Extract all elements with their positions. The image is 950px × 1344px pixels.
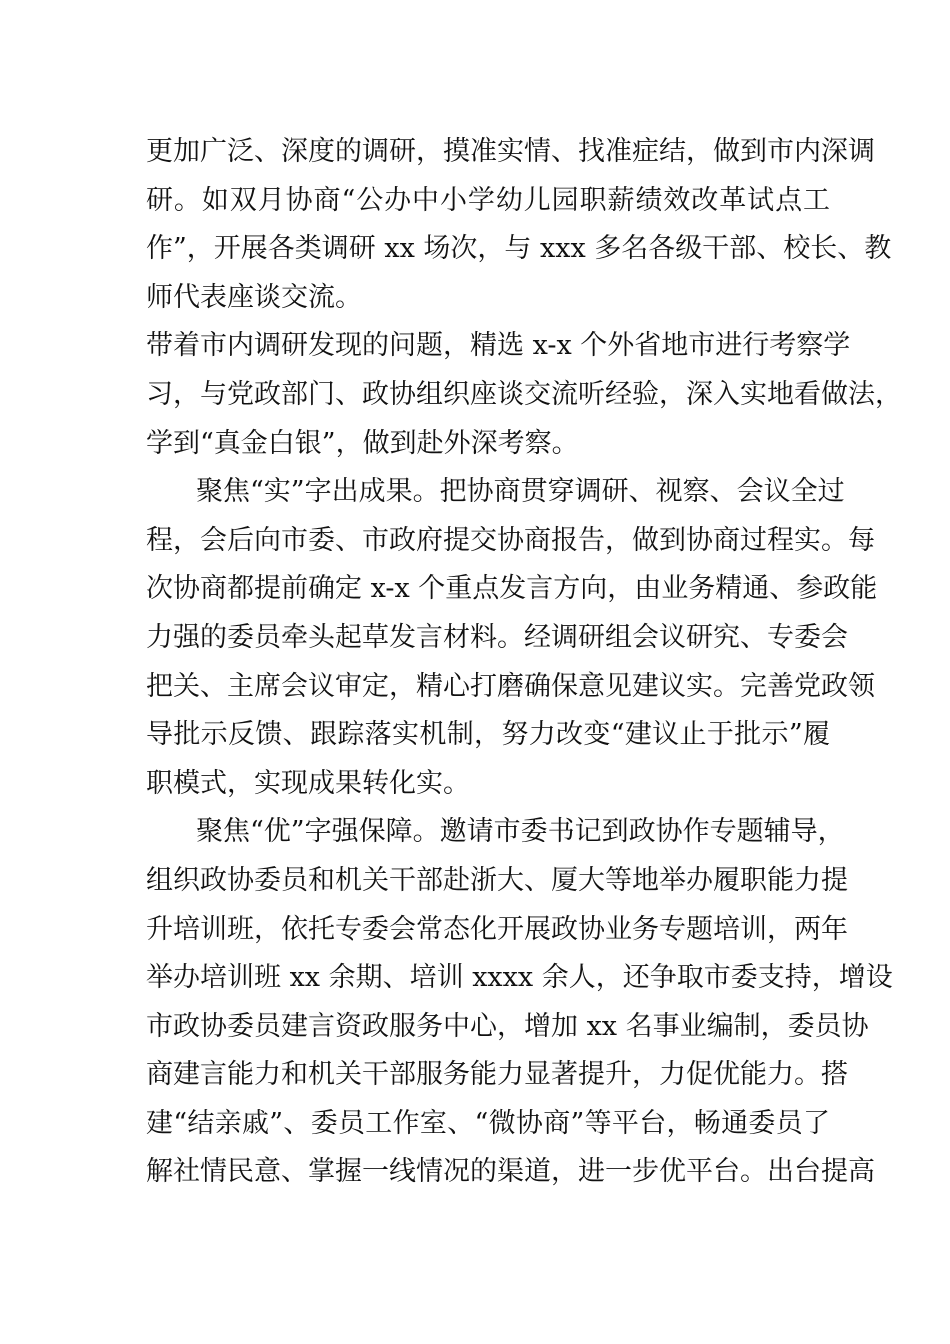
text-line: 组织政协委员和机关干部赴浙大、厦大等地举办履职能力提 <box>146 864 848 896</box>
text-line: 商建言能力和机关干部服务能力显著提升，力促优能力。搭 <box>146 1059 848 1091</box>
text-line: 举办培训班 xx 余期、培训 xxxx 余人，还争取市委支持，增设 <box>146 962 893 994</box>
text-line: 力强的委员牵头起草发言材料。经调研组会议研究、专委会 <box>146 621 848 653</box>
text-line: 市政协委员建言资政服务中心，增加 xx 名事业编制，委员协 <box>146 1010 869 1042</box>
text-line: 次协商都提前确定 x-x 个重点发言方向，由业务精通、参政能 <box>146 573 878 605</box>
text-line: 把关、主席会议审定，精心打磨确保意见建议实。完善党政领 <box>146 670 875 702</box>
body-text <box>146 128 902 1197</box>
text-line: 聚焦“实”字出成果。把协商贯穿调研、视察、会议全过 <box>196 476 845 508</box>
text-line: 程，会后向市委、市政府提交协商报告，做到协商过程实。每 <box>146 524 875 556</box>
text-line: 学到“真金白银”，做到赴外深考察。 <box>146 427 579 459</box>
text-line: 师代表座谈交流。 <box>146 281 362 313</box>
text-line: 更加广泛、深度的调研，摸准实情、找准症结，做到市内深调 <box>146 136 875 167</box>
text-line: 带着市内调研发现的问题，精选 x-x 个外省地市进行考察学 <box>146 330 851 362</box>
text-line: 解社情民意、掌握一线情况的渠道，进一步优平台。出台提高 <box>146 1156 875 1188</box>
text-line: 升培训班，依托专委会常态化开展政协业务专题培训，两年 <box>146 913 848 945</box>
text-line: 建“结亲戚”、委员工作室、“微协商”等平台，畅通委员了 <box>146 1107 830 1139</box>
text-line: 聚焦“优”字强保障。邀请市委书记到政协作专题辅导， <box>196 816 845 848</box>
text-line: 习，与党政部门、政协组织座谈交流听经验，深入实地看做法， <box>146 378 902 410</box>
text-line: 研。如双月协商“公办中小学幼儿园职薪绩效改革试点工 <box>146 184 830 216</box>
text-line: 导批示反馈、跟踪落实机制，努力改变“建议止于批示”履 <box>146 719 830 751</box>
text-line: 职模式，实现成果转化实。 <box>146 767 470 799</box>
text-line: 作”，开展各类调研 xx 场次，与 xxx 多名各级干部、校长、教 <box>146 233 892 265</box>
